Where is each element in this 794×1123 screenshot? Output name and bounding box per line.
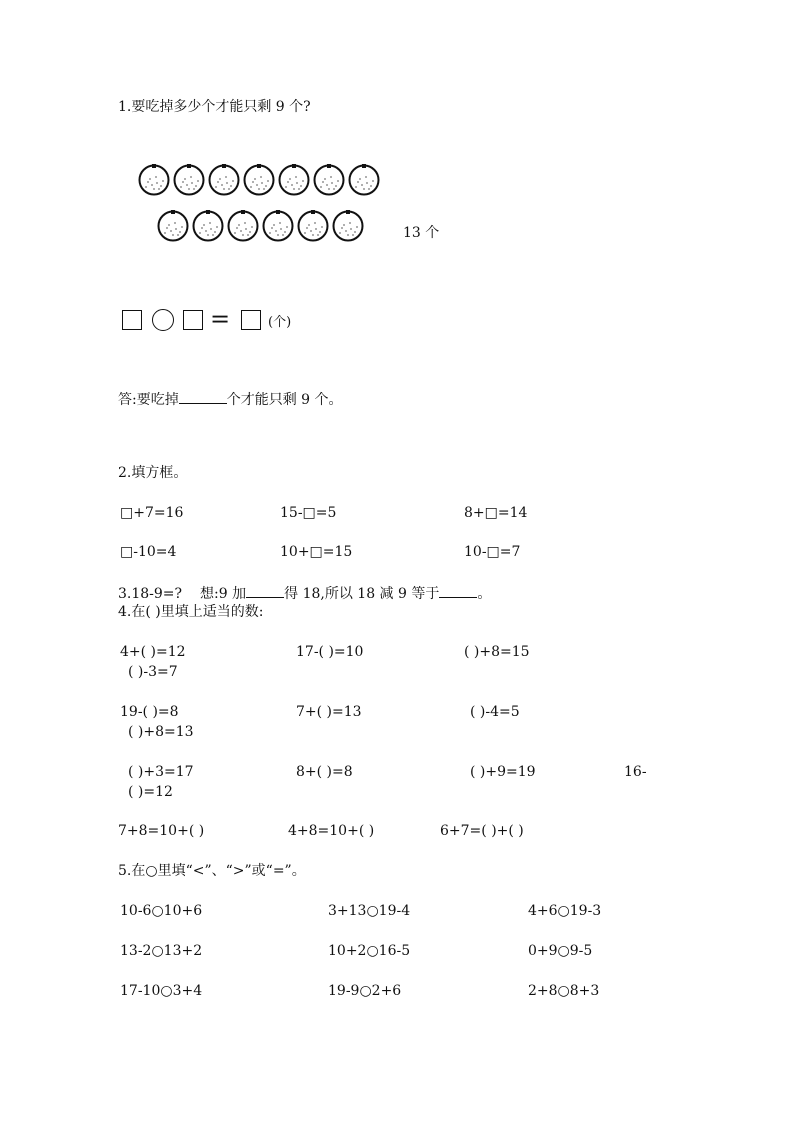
q2-item: 8+□=14 xyxy=(464,505,528,521)
q4-item: 4+8=10+( ) xyxy=(288,823,375,839)
orange-icon xyxy=(334,210,363,241)
q1-title: 1.要吃掉多少个才能只剩 9 个? xyxy=(118,99,311,115)
q4-item: 19-( )=8 xyxy=(120,704,179,720)
q5-title: 5.在○里填“<”、“>”或“=”。 xyxy=(118,863,306,879)
q4-item: ( )=12 xyxy=(128,784,173,800)
q1-answer xyxy=(118,389,343,409)
answer-box[interactable] xyxy=(183,310,203,330)
q4-item: 6+7=( )+( ) xyxy=(440,823,524,839)
q3-mid: 得 18,所以 18 减 9 等于 xyxy=(284,586,440,602)
answer-suffix: 个才能只剩 9 个。 xyxy=(226,392,343,408)
q2-item: 10+□=15 xyxy=(280,544,353,560)
q4-item: ( )+3=17 xyxy=(128,764,194,780)
fruit-illustration xyxy=(130,155,400,250)
q3-prefix: 3.18-9=? xyxy=(118,586,183,602)
q2-item: 10-□=7 xyxy=(464,544,521,560)
orange-icon xyxy=(140,164,169,195)
q2-item: □-10=4 xyxy=(120,544,177,560)
q5-item: 13-2○13+2 xyxy=(120,943,203,959)
q5-item: 4+6○19-3 xyxy=(528,903,602,919)
orange-icon xyxy=(245,164,274,195)
answer-blank[interactable] xyxy=(179,389,227,404)
q4-title: 4.在( )里填上适当的数: xyxy=(118,604,264,620)
orange-icon xyxy=(264,210,293,241)
fruit-row-bottom xyxy=(159,210,363,241)
orange-icon xyxy=(280,164,309,195)
orange-icon xyxy=(229,210,258,241)
q3-think: 想:9 加 xyxy=(200,586,247,602)
q4-item: 17-( )=10 xyxy=(296,644,364,660)
q4-item: 8+( )=8 xyxy=(296,764,353,780)
answer-prefix: 答:要吃掉 xyxy=(118,392,179,408)
q5-item: 10-6○10+6 xyxy=(120,903,203,919)
q3-end: 。 xyxy=(477,586,492,602)
q5-item: 17-10○3+4 xyxy=(120,983,203,999)
q4-item: 4+( )=12 xyxy=(120,644,186,660)
answer-box[interactable] xyxy=(241,310,261,330)
q5-item: 10+2○16-5 xyxy=(328,943,411,959)
q4-item: 7+8=10+( ) xyxy=(118,823,205,839)
q2-item: 15-□=5 xyxy=(280,505,337,521)
q5-item: 19-9○2+6 xyxy=(328,983,402,999)
q4-item: ( )-4=5 xyxy=(470,704,520,720)
orange-icon xyxy=(210,164,239,195)
q2-title: 2.填方框。 xyxy=(118,465,188,481)
q5-item: 2+8○8+3 xyxy=(528,983,600,999)
answer-box[interactable] xyxy=(122,310,142,330)
fruit-row-top xyxy=(140,164,379,195)
q3-line xyxy=(118,583,491,603)
equals-sign: = xyxy=(210,305,231,333)
operator-circle[interactable] xyxy=(152,309,174,331)
q4-item: 16- xyxy=(624,764,647,780)
q4-item: ( )-3=7 xyxy=(128,664,178,680)
q2-item: □+7=16 xyxy=(120,505,184,521)
q4-item: ( )+9=19 xyxy=(470,764,536,780)
unit-label: (个) xyxy=(268,315,292,330)
orange-icon xyxy=(299,210,328,241)
q4-item: ( )+8=15 xyxy=(464,644,530,660)
fruit-count-label: 13 个 xyxy=(403,225,440,241)
orange-icon xyxy=(350,164,379,195)
orange-icon xyxy=(159,210,188,241)
orange-icon xyxy=(315,164,344,195)
orange-icon xyxy=(175,164,204,195)
q5-item: 0+9○9-5 xyxy=(528,943,593,959)
q5-item: 3+13○19-4 xyxy=(328,903,411,919)
q4-item: ( )+8=13 xyxy=(128,724,194,740)
q3-blank-2[interactable] xyxy=(439,583,477,598)
q3-blank-1[interactable] xyxy=(246,583,284,598)
orange-icon xyxy=(194,210,223,241)
q4-item: 7+( )=13 xyxy=(296,704,362,720)
